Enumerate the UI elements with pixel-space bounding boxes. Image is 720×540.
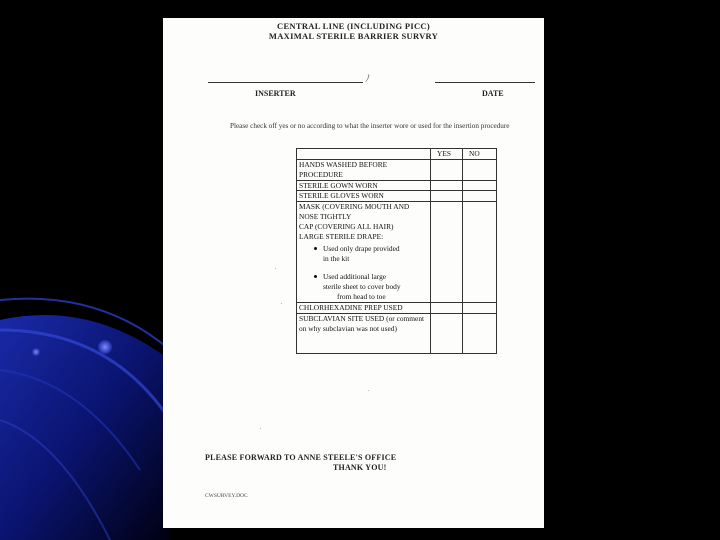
scan-speck bbox=[275, 268, 276, 269]
drape-option-text: sterile sheet to cover body bbox=[323, 281, 401, 291]
footer-thank-you: THANK YOU! bbox=[333, 463, 387, 472]
scanned-document bbox=[163, 18, 544, 528]
drape-option-text: from head to toe bbox=[337, 291, 386, 301]
drape-option-additional bbox=[299, 272, 428, 301]
footer-forward-text: PLEASE FORWARD TO ANNE STEELE'S OFFICE bbox=[205, 453, 397, 462]
row-label: CHLORHEXADINE PREP USED bbox=[297, 303, 431, 314]
drape-option-text: in the kit bbox=[323, 254, 350, 264]
yes-checkbox-cell[interactable] bbox=[431, 303, 463, 314]
date-label: DATE bbox=[482, 89, 504, 98]
yes-checkbox-cell[interactable] bbox=[431, 180, 463, 191]
row-label: SUBCLAVIAN SITE USED (or comment on why subclavian was not used) bbox=[297, 314, 431, 354]
scan-speck bbox=[281, 303, 282, 304]
row-label: STERILE GLOVES WORN bbox=[297, 191, 431, 202]
no-checkbox-cell[interactable] bbox=[463, 314, 497, 354]
table-header-row bbox=[297, 149, 497, 160]
document-title-line2: MAXIMAL STERILE BARRIER SURVRY bbox=[268, 31, 439, 41]
table-row bbox=[297, 314, 497, 354]
drape-option-text: Used only drape provided bbox=[323, 244, 400, 254]
no-checkbox-cell[interactable] bbox=[463, 180, 497, 191]
survey-table bbox=[296, 148, 497, 354]
table-row bbox=[297, 160, 497, 181]
row-label: STERILE GOWN WORN bbox=[297, 180, 431, 191]
scan-speck bbox=[260, 428, 261, 429]
row-label: CAP (COVERING ALL HAIR) bbox=[299, 221, 394, 231]
yes-checkbox-cell[interactable] bbox=[431, 314, 463, 354]
document-filename: CWSURVEY.DOC bbox=[205, 493, 248, 499]
table-row bbox=[297, 180, 497, 191]
mask-cap-drape-cell bbox=[297, 202, 431, 303]
yes-checkbox-cell[interactable] bbox=[431, 202, 463, 303]
inserter-signature-line bbox=[208, 82, 363, 83]
drape-option-text: Used additional large bbox=[323, 271, 387, 281]
inserter-label: INSERTER bbox=[255, 89, 296, 98]
no-checkbox-cell[interactable] bbox=[463, 160, 497, 181]
document-title-line1: CENTRAL LINE (INCLUDING PICC) bbox=[277, 21, 430, 31]
no-header: NO bbox=[463, 149, 497, 160]
table-row bbox=[297, 191, 497, 202]
handwritten-mark: ﾉ bbox=[365, 74, 370, 85]
no-checkbox-cell[interactable] bbox=[463, 303, 497, 314]
drape-option-kit bbox=[299, 244, 428, 264]
header-item-cell bbox=[297, 149, 431, 160]
table-row bbox=[297, 303, 497, 314]
table-row bbox=[297, 202, 497, 303]
orb-small bbox=[32, 348, 40, 356]
date-signature-line bbox=[435, 82, 535, 83]
scan-speck bbox=[368, 390, 369, 391]
row-label: MASK (COVERING MOUTH AND NOSE TIGHTLY bbox=[299, 202, 410, 221]
row-label: LARGE STERILE DRAPE: bbox=[299, 231, 384, 241]
yes-checkbox-cell[interactable] bbox=[431, 191, 463, 202]
no-checkbox-cell[interactable] bbox=[463, 202, 497, 303]
no-checkbox-cell[interactable] bbox=[463, 191, 497, 202]
row-label: HANDS WASHED BEFORE PROCEDURE bbox=[297, 160, 431, 181]
yes-checkbox-cell[interactable] bbox=[431, 160, 463, 181]
yes-header: YES bbox=[431, 149, 463, 160]
instructions-text: Please check off yes or no according to what the inserter wore or used for the insertion procedure bbox=[230, 122, 510, 130]
orb-large bbox=[98, 340, 112, 354]
